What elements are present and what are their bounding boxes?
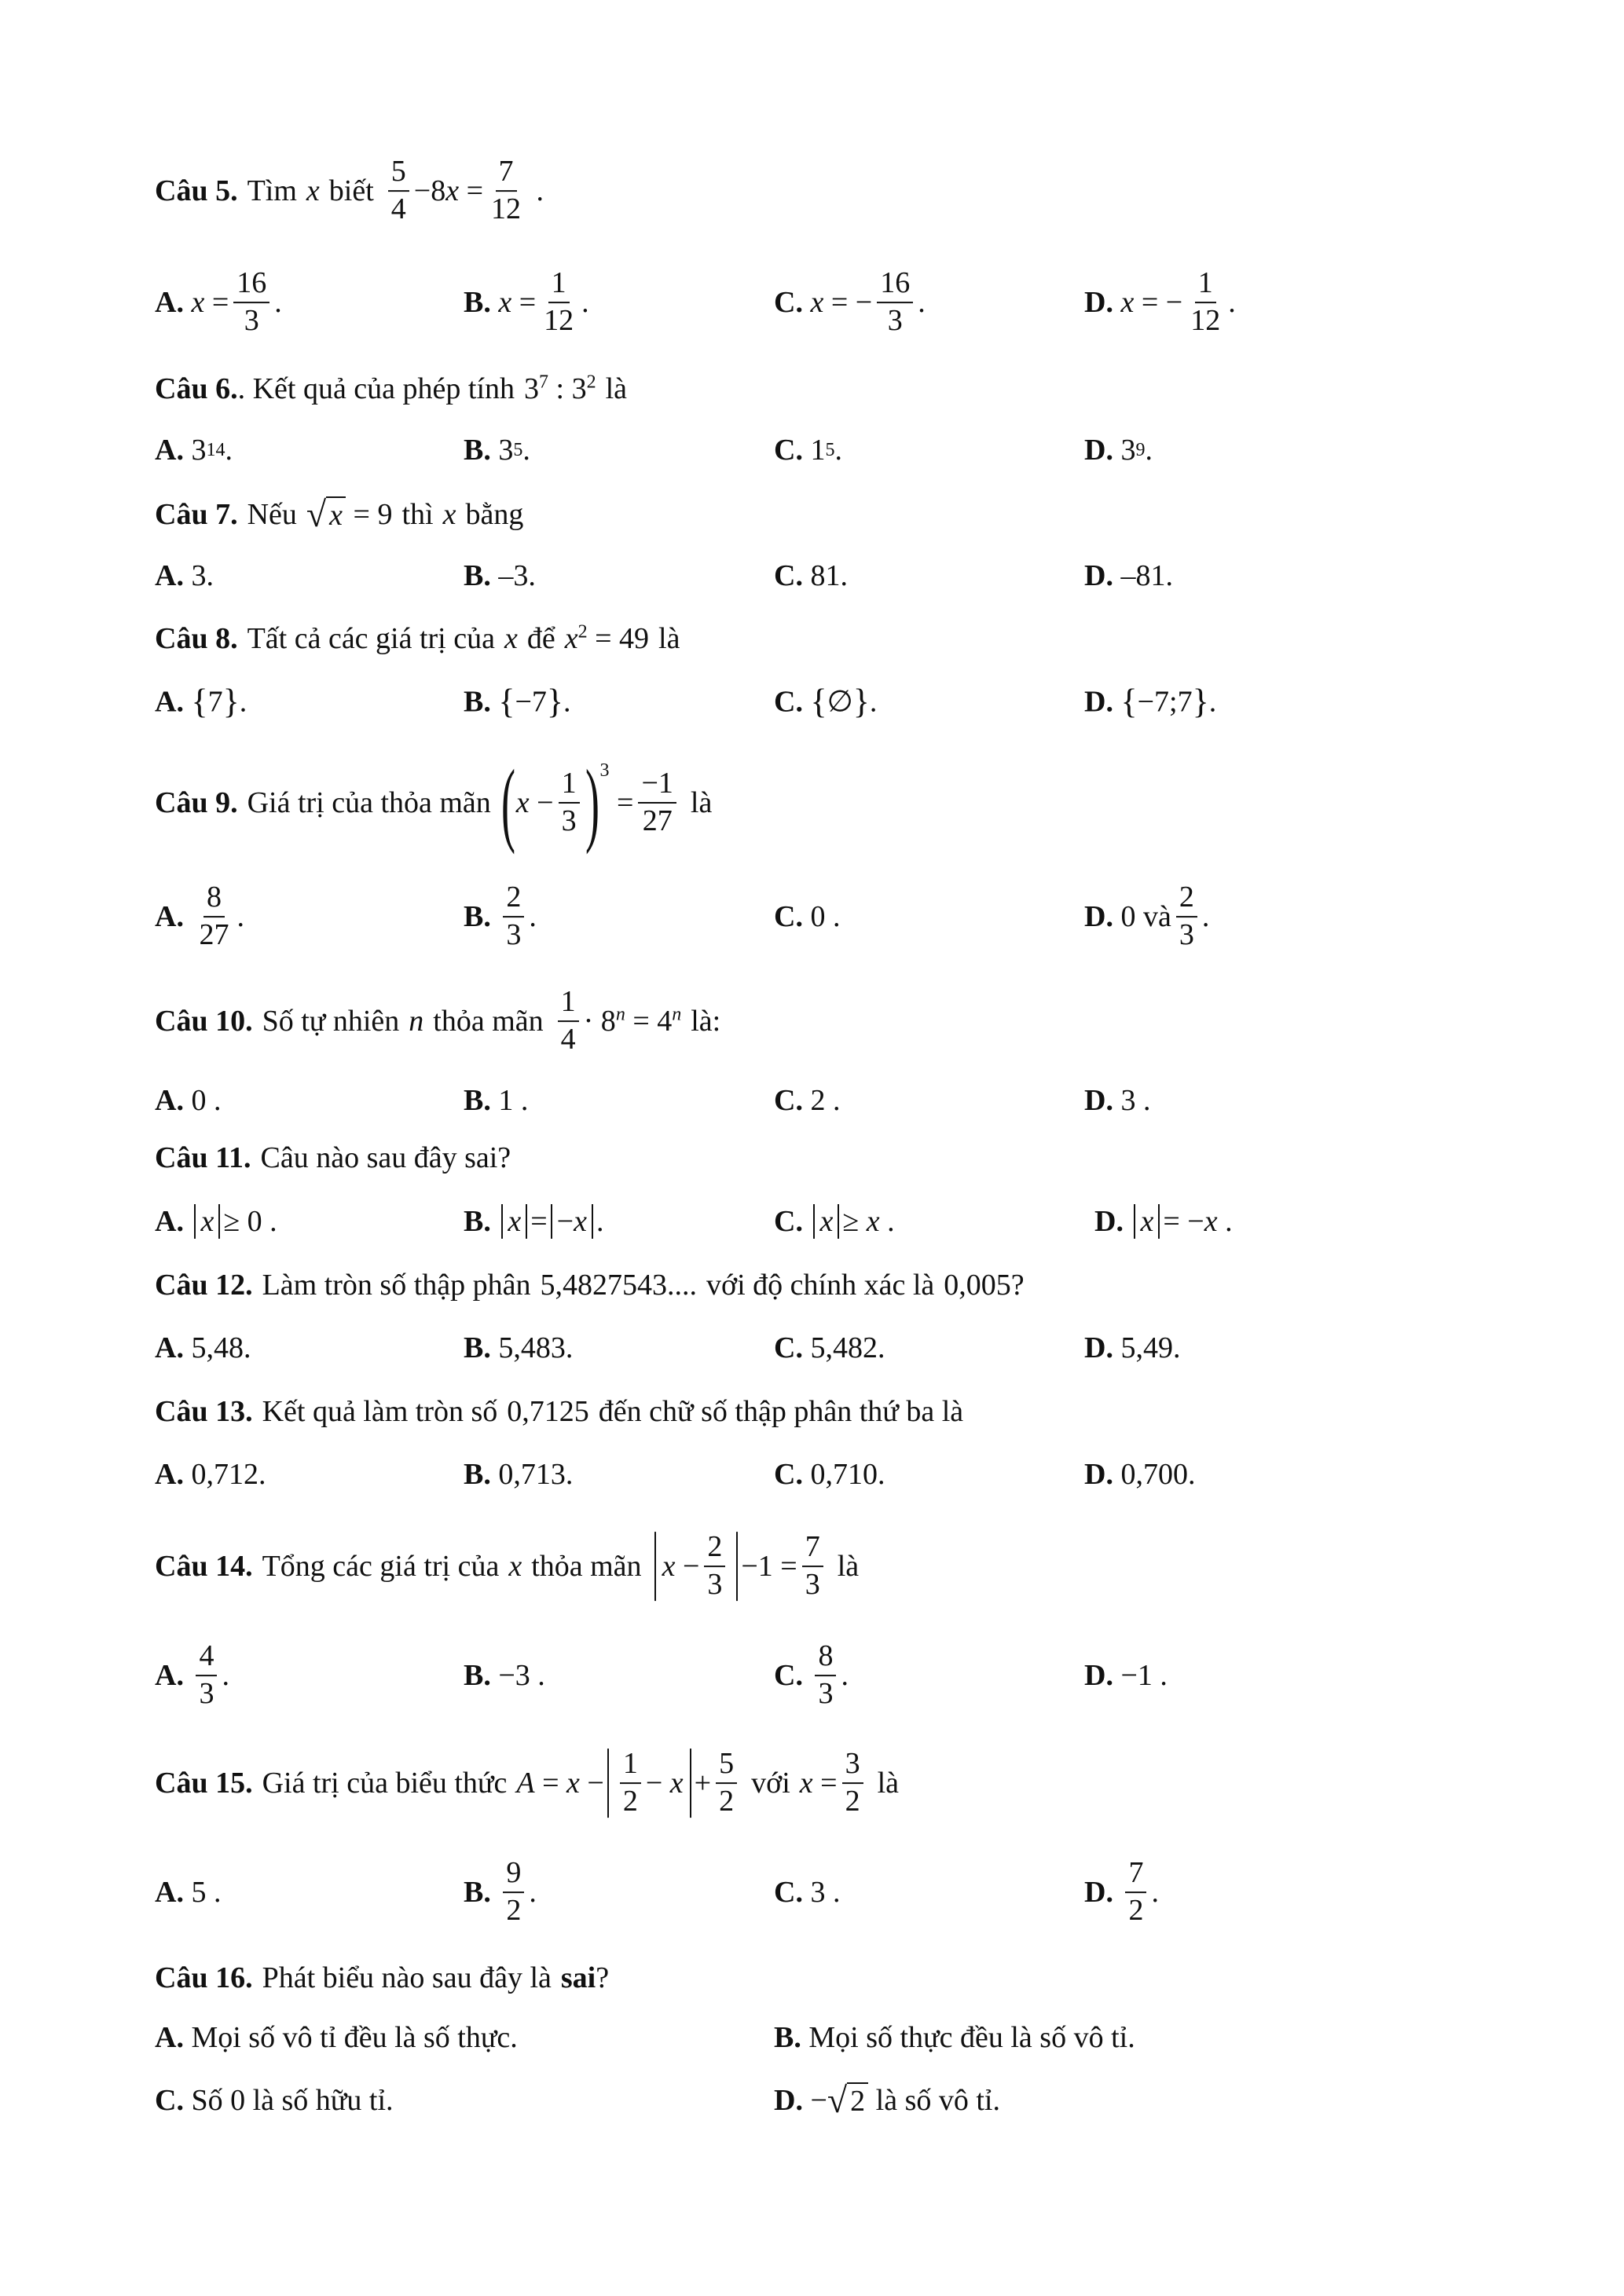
option-d[interactable]: D. 5,49. <box>1084 1331 1181 1364</box>
option-c[interactable]: C. x ≥ x . <box>774 1205 895 1238</box>
question-label: Câu 15. <box>155 1767 253 1800</box>
option-a[interactable]: A. 5 . <box>155 1876 222 1909</box>
option-c[interactable]: C. 0,710. <box>774 1458 885 1491</box>
sqrt-symbol: √ x <box>306 496 346 533</box>
option-c[interactable]: C. 2 . <box>774 1084 841 1117</box>
option-b[interactable]: B. 9 2 . <box>464 1856 537 1927</box>
option-b[interactable]: B. 2 3 . <box>464 881 537 951</box>
option-d[interactable]: D. { −7;7 } . <box>1084 682 1217 721</box>
option-d[interactable]: D. x = − x . <box>1094 1205 1233 1238</box>
option-c[interactable]: C. 81. <box>774 559 848 592</box>
option-a[interactable]: A. Mọi số vô tỉ đều là số thực. <box>155 2021 518 2054</box>
option-a[interactable]: A. 0,712. <box>155 1458 266 1491</box>
option-b[interactable]: B. { −7 } . <box>464 682 571 721</box>
question-label: Câu 14. <box>155 1550 253 1583</box>
option-a[interactable]: A. 3. <box>155 559 214 592</box>
question-label: Câu 10. <box>155 1005 253 1038</box>
option-d[interactable]: D. 3 . <box>1084 1084 1151 1117</box>
fraction: $\frac{7}{12}$ <box>491 155 522 225</box>
question-label: Câu 12. <box>155 1269 253 1302</box>
option-b[interactable]: B. x = 1 12 . <box>464 266 589 337</box>
option-c[interactable]: C. { ∅ } . <box>774 682 878 721</box>
option-b[interactable]: B. 0,713. <box>464 1458 574 1491</box>
option-d[interactable]: D. 0,700. <box>1084 1458 1196 1491</box>
option-b[interactable]: B. 3 5 . <box>464 434 530 467</box>
option-a[interactable]: A. 3 14 . <box>155 434 233 467</box>
option-c[interactable]: C. Số 0 là số hữu tỉ. <box>155 2084 394 2117</box>
option-b[interactable]: B. x = − x . <box>464 1205 604 1238</box>
option-d[interactable]: D. 3 9 . <box>1084 434 1153 467</box>
option-d[interactable]: D. − √ 2 là số vô tỉ. <box>774 2080 1000 2120</box>
fraction: 5 4 <box>388 156 409 225</box>
option-d[interactable]: D. 0 và 2 3 . <box>1084 881 1210 951</box>
option-b[interactable]: B. 5,483. <box>464 1331 574 1364</box>
option-a[interactable]: A. 0 . <box>155 1084 222 1117</box>
question-text: biết <box>328 174 374 207</box>
question-label: Câu 11. <box>155 1141 251 1174</box>
sqrt-symbol: √ 2 <box>827 2082 868 2118</box>
option-b[interactable]: B. 1 . <box>464 1084 529 1117</box>
option-c[interactable]: C. 0 . <box>774 900 841 933</box>
question-label: Câu 9. <box>155 786 238 819</box>
option-c[interactable]: C. 1 5 . <box>774 434 842 467</box>
question-label: Câu 6. <box>155 372 238 405</box>
question-label: Câu 8. <box>155 622 238 655</box>
question-text: . Kết quả của phép tính <box>237 372 515 405</box>
question-label: Câu 13. <box>155 1395 253 1428</box>
option-a[interactable]: A. 5,48. <box>155 1331 251 1364</box>
option-a[interactable]: A. 8 27 . <box>155 881 244 951</box>
option-c[interactable]: C. 8 3 . <box>774 1639 849 1710</box>
option-b[interactable]: B. Mọi số thực đều là số vô tỉ. <box>774 2021 1135 2054</box>
option-a[interactable]: A. x ≥ 0 . <box>155 1205 277 1238</box>
option-c[interactable]: C. x = − 16 3 . <box>774 266 926 337</box>
option-d[interactable]: D. 7 2 . <box>1084 1856 1159 1927</box>
option-d[interactable]: D. −1 . <box>1084 1659 1168 1692</box>
question-label: Câu 7. <box>155 498 238 531</box>
option-a[interactable]: A. x = 16 3 . <box>155 266 282 337</box>
option-a[interactable]: A. 4 3 . <box>155 1639 229 1710</box>
option-a[interactable]: A. { 7 } . <box>155 682 247 721</box>
question-label: Câu 16. <box>155 1961 253 1994</box>
option-d[interactable]: D. –81. <box>1084 559 1173 592</box>
option-c[interactable]: C. 3 . <box>774 1876 841 1909</box>
option-b[interactable]: B. −3 . <box>464 1659 545 1692</box>
question-label: Câu 5. <box>155 174 238 207</box>
option-d[interactable]: D. x = − 1 12 . <box>1084 266 1236 337</box>
question-text: Tìm <box>247 174 297 207</box>
option-b[interactable]: B. –3. <box>464 559 536 592</box>
option-c[interactable]: C. 5,482. <box>774 1331 885 1364</box>
